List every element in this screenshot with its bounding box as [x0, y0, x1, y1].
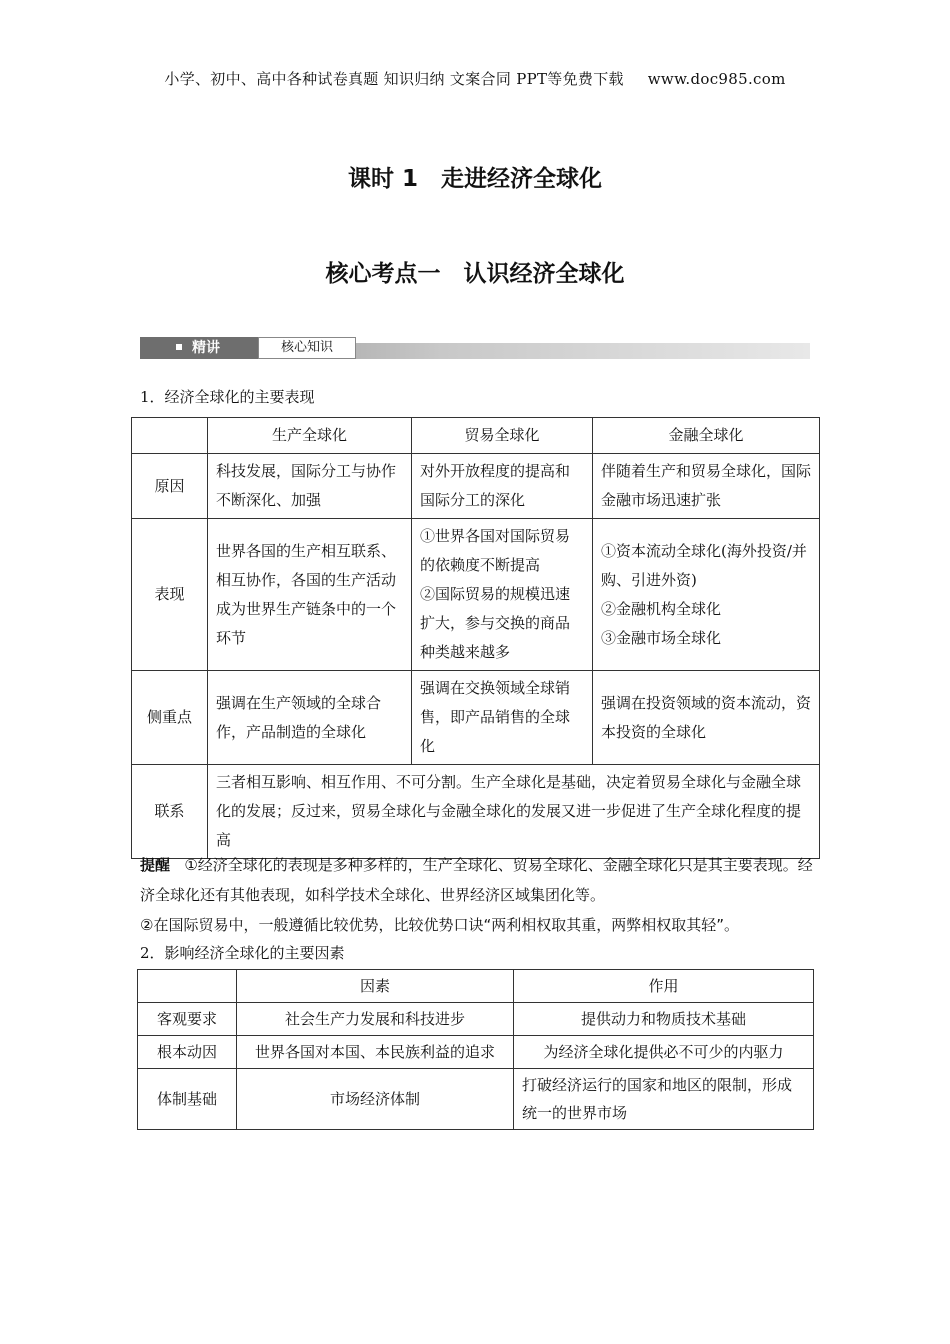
section1-heading: 1．经济全球化的主要表现: [140, 388, 315, 406]
lesson-title: 课时 1 走进经济全球化: [347, 166, 602, 192]
table-cell: 市场经济体制: [237, 1069, 514, 1130]
row-label: 根本动因: [138, 1036, 237, 1069]
row-label: 联系: [132, 765, 208, 859]
table-row: [132, 765, 820, 859]
header-site-link[interactable]: www.doc985.com: [647, 70, 786, 88]
table-row: [132, 519, 820, 671]
page-header: [0, 68, 950, 89]
globalization-table: [131, 417, 820, 859]
header-cell-empty: [138, 970, 237, 1003]
banner-subtag: 核心知识: [258, 337, 356, 359]
section-banner: [140, 337, 810, 361]
table-cell: ①世界各国对国际贸易的依赖度不断提高 ②国际贸易的规模迅速扩大，参与交换的商品种类越来越多: [412, 519, 593, 671]
table-row: [132, 671, 820, 765]
table-cell: 世界各国对本国、本民族利益的追求: [237, 1036, 514, 1069]
header-cell: 生产全球化: [208, 418, 412, 454]
table-header-row: [132, 418, 820, 454]
table-row: [138, 1069, 814, 1130]
row-label: 表现: [132, 519, 208, 671]
table-cell-merged: 三者相互影响、相互作用、不可分割。生产全球化是基础，决定着贸易全球化与金融全球化的发展；反过来，贸易全球化与金融全球化的发展又进一步促进了生产全球化程度的提高: [208, 765, 820, 859]
table-row: [138, 1003, 814, 1036]
header-cell: 因素: [237, 970, 514, 1003]
table-cell: 提供动力和物质技术基础: [514, 1003, 814, 1036]
header-text: 小学、初中、高中各种试卷真题 知识归纳 文案合同 PPT等免费下载: [164, 70, 624, 88]
section2-heading: 2．影响经济全球化的主要因素: [140, 944, 345, 962]
table-cell: 科技发展，国际分工与协作不断深化、加强: [208, 454, 412, 519]
reminder-line-1: [140, 850, 820, 910]
table-cell: 为经济全球化提供必不可少的内驱力: [514, 1036, 814, 1069]
reminder-block: [140, 850, 820, 940]
table-cell: 对外开放程度的提高和国际分工的深化: [412, 454, 593, 519]
table-cell: 强调在交换领域全球销售，即产品销售的全球化: [412, 671, 593, 765]
square-bullet-icon: [176, 344, 182, 350]
table-cell: 强调在投资领域的资本流动，资本投资的全球化: [593, 671, 820, 765]
table-cell: ①资本流动全球化(海外投资/并购、引进外资) ②金融机构全球化 ③金融市场全球化: [593, 519, 820, 671]
header-cell: 作用: [514, 970, 814, 1003]
table-header-row: [138, 970, 814, 1003]
header-cell-empty: [132, 418, 208, 454]
table-cell: 世界各国的生产相互联系、相互协作，各国的生产活动成为世界生产链条中的一个环节: [208, 519, 412, 671]
row-label: 侧重点: [132, 671, 208, 765]
reminder-lead: 提醒: [140, 856, 171, 874]
banner-tag: [140, 337, 258, 359]
factors-table: [137, 969, 814, 1130]
table-cell: 社会生产力发展和科技进步: [237, 1003, 514, 1036]
section-title: 核心考点一 认识经济全球化: [325, 261, 625, 287]
row-label: 客观要求: [138, 1003, 237, 1036]
reminder-paragraph-1: ①经济全球化的表现是多种多样的，生产全球化、贸易全球化、金融全球化只是其主要表现。经济全球化还有其他表现，如科学技术全球化、世界经济区域集团化等。: [140, 856, 813, 904]
row-label: 原因: [132, 454, 208, 519]
reminder-paragraph-2: ②在国际贸易中，一般遵循比较优势，比较优势口诀“两利相权取其重，两弊相权取其轻”。: [140, 916, 739, 934]
table-cell: 强调在生产领域的全球合作，产品制造的全球化: [208, 671, 412, 765]
row-label: 体制基础: [138, 1069, 237, 1130]
table-row: [132, 454, 820, 519]
banner-tag-label: 精讲: [192, 340, 220, 356]
table-cell: 伴随着生产和贸易全球化，国际金融市场迅速扩张: [593, 454, 820, 519]
header-cell: 金融全球化: [593, 418, 820, 454]
header-cell: 贸易全球化: [412, 418, 593, 454]
table-cell: 打破经济运行的国家和地区的限制，形成统一的世界市场: [514, 1069, 814, 1130]
table-row: [138, 1036, 814, 1069]
